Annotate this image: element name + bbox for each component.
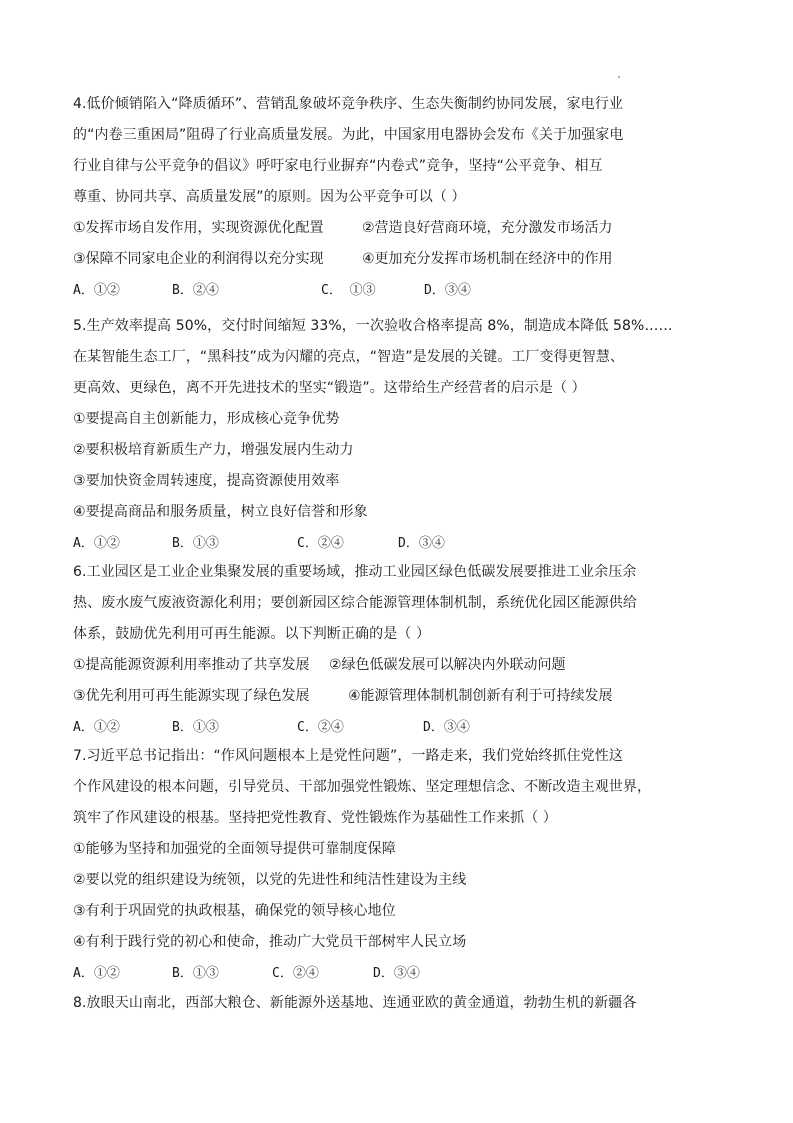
question-5-choices [73,528,733,559]
question-7-stem-line-1: 7.习近平总书记指出：“作风问题根本上是党性问题”，一路走来，我们党始终抓住党性这 [73,748,623,764]
question-7-choices [73,958,733,989]
question-4-choice-b[interactable]: B．②④ [172,283,219,298]
question-4-choice-c[interactable]: C． ①③ [321,283,376,298]
question-6-option-3: ③优先利用可再生能源实现了绿色发展 [73,688,310,704]
question-4-choice-d[interactable]: D．③④ [424,283,471,298]
question-7-option-1: ①能够为坚持和加强党的全面领导提供可靠制度保障 [73,841,396,857]
question-5-option-4: ④要提高商品和服务质量，树立良好信誉和形象 [73,504,368,520]
question-7-option-4: ④有利于践行党的初心和使命，推动广大党员干部树牢人民立场 [73,934,467,950]
question-4-stem-line-3: 行业自律与公平竞争的倡议》呼吁家电行业摒弃“内卷式”竞争，坚持“公平竞争、相互 [73,158,603,174]
question-5-choice-c[interactable]: C．②④ [297,536,344,551]
question-4-option-2: ②营造良好营商环境，充分激发市场活力 [362,220,613,236]
question-6-stem-line-2: 热、废水废气废液资源化利用；要创新园区综合能源管理体制机制，系统优化园区能源供给 [73,595,637,611]
question-7-stem-line-3: 筑牢了作风建设的根基。坚持把党性教育、党性锻炼作为基础性工作来抓（ ） [73,810,557,826]
question-7-stem-line-2: 个作风建设的根本问题，引导党员、干部加强党性锻炼、坚定理想信念、不断改造主观世界， [73,779,652,795]
question-4-choice-a[interactable]: A．①② [73,283,120,298]
question-7-choice-d[interactable]: D．③④ [373,966,420,981]
question-5-choice-d[interactable]: D．③④ [398,536,445,551]
question-6-option-2: ②绿色低碳发展可以解决内外联动问题 [329,657,566,673]
page-mark [618,76,620,78]
question-7-option-2: ②要以党的组织建设为统领，以党的先进性和纯洁性建设为主线 [73,872,467,888]
question-4-option-4: ④更加充分发挥市场机制在经济中的作用 [362,251,613,267]
question-4-options-row-2 [73,244,733,275]
question-4-options-row-1 [73,213,733,244]
question-4-option-1: ①发挥市场自发作用，实现资源优化配置 [73,220,324,236]
question-6-options-row-2 [73,681,733,712]
question-4 [73,89,733,306]
question-5-option-1: ①要提高自主创新能力，形成核心竞争优势 [73,411,340,427]
question-6-choice-d[interactable]: D．③④ [423,720,470,735]
question-8-stem-line-1: 8.放眼天山南北，西部大粮仓、新能源外送基地、连通亚欧的黄金通道，勃勃生机的新疆各 [73,995,637,1011]
question-7-option-3: ③有利于巩固党的执政根基，确保党的领导核心地位 [73,903,396,919]
question-6-options-row-1 [73,650,733,681]
question-5-option-3: ③要加快资金周转速度，提高资源使用效率 [73,473,340,489]
question-7 [73,741,733,989]
question-6-stem-line-1: 6.工业园区是工业企业集聚发展的重要场域，推动工业园区绿色低碳发展要推进工业余压余 [73,564,637,580]
question-7-choice-a[interactable]: A．①② [73,966,120,981]
question-6-choice-b[interactable]: B．①③ [172,720,219,735]
question-5-stem-line-1: 5.生产效率提高 50%，交付时间缩短 33%，一次验收合格率提高 8%，制造成本降低 58%…… [73,318,673,334]
question-4-option-3: ③保障不同家电企业的利润得以充分实现 [73,251,324,267]
question-4-stem-line-1: 4.低价倾销陷入“降质循环”、营销乱象破坏竞争秩序、生态失衡制约协同发展，家电行业 [73,96,623,112]
question-4-choices [73,275,733,306]
question-5-stem-line-2: 在某智能生态工厂，“黑科技”成为闪耀的亮点，“智造”是发展的关键。工厂变得更智慧、 [73,349,625,365]
question-7-choice-c[interactable]: C．②④ [272,966,319,981]
question-6-choice-c[interactable]: C．②④ [297,720,344,735]
question-6-choices [73,712,733,743]
question-6-stem-line-3: 体系，鼓励优先利用可再生能源。以下判断正确的是（ ） [73,626,431,642]
question-5-stem-line-3: 更高效、更绿色，离不开先进技术的坚实“锻造”。这带给生产经营者的启示是（ ） [73,380,586,396]
question-5-option-2: ②要积极培育新质生产力，增强发展内生动力 [73,442,354,458]
question-6 [73,557,733,743]
question-6-choice-a[interactable]: A．①② [73,720,120,735]
question-8 [73,988,733,1019]
question-6-option-1: ①提高能源资源利用率推动了共享发展 [73,657,310,673]
question-7-choice-b[interactable]: B．①③ [172,966,219,981]
question-4-stem-line-4: 尊重、协同共享、高质量发展”的原则。因为公平竞争可以（ ） [73,189,466,205]
question-5-choice-b[interactable]: B．①③ [172,536,219,551]
question-5 [73,311,733,559]
question-5-choice-a[interactable]: A．①② [73,536,120,551]
question-6-option-4: ④能源管理体制机制创新有利于可持续发展 [348,688,613,704]
question-4-stem-line-2: 的“内卷三重困局”阻碍了行业高质量发展。为此，中国家用电器协会发布《关于加强家电 [73,127,624,143]
